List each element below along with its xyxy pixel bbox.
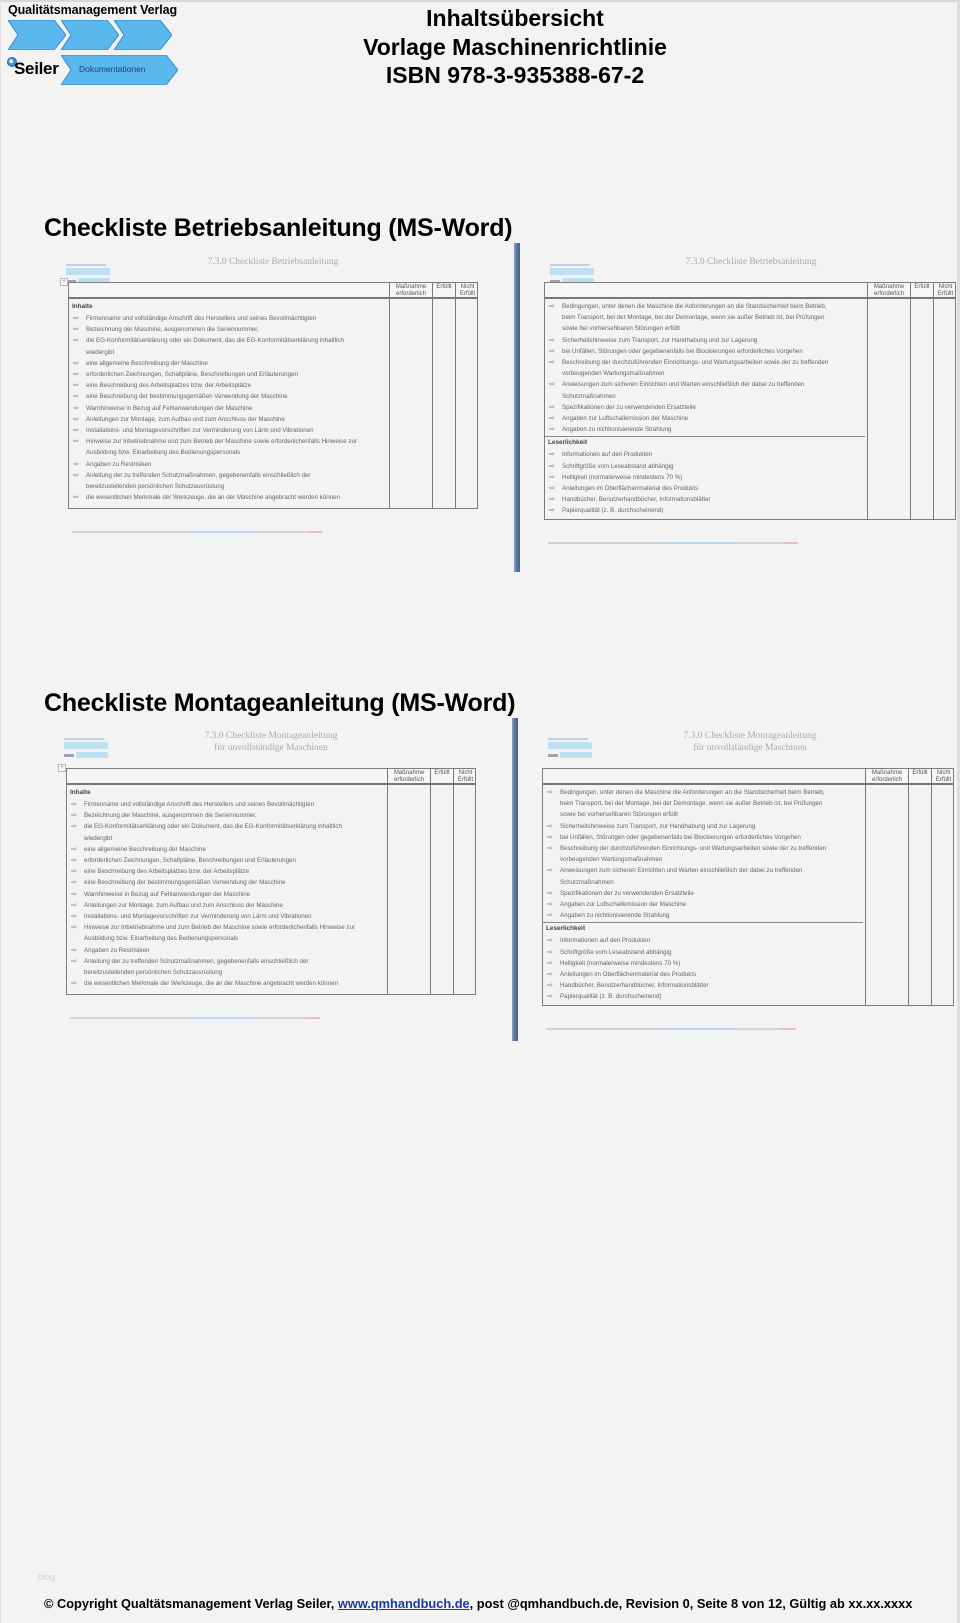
checklist-item[interactable]: [69, 380, 387, 391]
arrow-bullet-icon: ⇨: [73, 315, 79, 322]
thumb-heading: [640, 730, 860, 754]
thumb-copyright-line: [70, 1017, 320, 1019]
checklist-item-text: Spezifikationen der zu verwendenden Ersatzteile: [560, 889, 694, 897]
checklist-item-text: Angaben zu Restrisiken: [86, 460, 152, 468]
checklist-item-text: Angaben zu nichtionisierende Strahlung: [560, 912, 670, 920]
arrow-bullet-icon: ⇨: [547, 833, 553, 841]
table-column-line: [432, 283, 433, 508]
checklist-item-text: Warnhinweise in Bezug auf Fehlanwendungen der Maschine: [84, 890, 251, 898]
checklist-table: [68, 282, 478, 509]
thumb-heading-line: für unvollständige Maschinen: [214, 743, 328, 753]
checklist-item-text: Anleitung der zu treffenden Schutzmaßnahmen, gegebenenfalls einschließlich der: [84, 957, 309, 965]
checklist-item-text: Anleitungen zur Montage, zum Aufbau und zum Anschluss der Maschine: [86, 415, 285, 423]
thumb-copyright-line: [546, 1028, 796, 1030]
checklist-item[interactable]: [69, 470, 387, 492]
table-column-header: Nicht Erfüllt: [457, 770, 474, 783]
table-body: [67, 787, 385, 989]
checklist-item[interactable]: [545, 357, 865, 379]
checklist-item[interactable]: [67, 855, 385, 866]
checklist-item[interactable]: [543, 787, 863, 821]
checklist-item-text: Informationen auf den Produkten: [560, 937, 651, 945]
arrow-bullet-icon: ⇨: [547, 937, 553, 945]
arrow-bullet-icon: ⇨: [549, 347, 555, 355]
checklist-item-text: Sicherheitshinweise zum Transport, zur Handhabung und zur Lagerung: [562, 336, 758, 344]
arrow-bullet-icon: ⇨: [549, 381, 555, 389]
table-column-line: [867, 283, 868, 519]
checklist-item-text: Handbücher, Benutzerhandbücher, Informationsblätter: [562, 496, 711, 504]
arrow-bullet-icon: ⇨: [547, 982, 553, 990]
checklist-item[interactable]: [543, 832, 863, 843]
arrow-bullet-icon: ⇨: [73, 494, 79, 502]
table-column-header: Maßnahme erforderlich: [871, 770, 903, 783]
arrow-bullet-icon: ⇨: [71, 845, 77, 853]
table-body: [543, 787, 863, 1003]
checklist-item-text: bei Unfällen, Störungen oder gegebenenfalls bei Blockierungen erforderliches Vorgehen: [562, 347, 803, 355]
publisher-logo: [6, 3, 176, 85]
checklist-table: [66, 768, 476, 995]
checklist-item[interactable]: [67, 799, 385, 810]
checklist-item[interactable]: [69, 313, 387, 324]
checklist-item-text: Bedingungen, unter denen die Maschine die Anforderungen an die Standsicherheit beim Betrieb,: [562, 303, 827, 310]
checklist-item-text: Anweisungen zum sicheren Einrichten und Warten einschließlich der dabei zu treffenden: [562, 381, 805, 389]
chevron-arrow-icon: [8, 20, 66, 50]
header-isbn: ISBN 978-3-935388-67-2: [385, 62, 645, 88]
table-move-handle-icon[interactable]: +: [61, 278, 67, 285]
arrow-bullet-icon: ⇨: [73, 337, 79, 345]
checklist-item[interactable]: [545, 494, 865, 505]
checklist-item[interactable]: [543, 888, 863, 899]
arrow-bullet-icon: ⇨: [547, 845, 553, 853]
checklist-item-text: beim Transport, bei der Montage, bei der Demontage, wenn sie außer Betrieb ist, bei Prüfungen: [560, 800, 823, 808]
arrow-bullet-icon: ⇨: [71, 879, 77, 887]
checklist-item[interactable]: [69, 324, 387, 335]
checklist-item-text: Beschreibung der durchzuführenden Einrichtungs- und Wartungsarbeiten sowie der zu treffenden: [560, 845, 827, 853]
checklist-item-text: Handbücher, Benutzerhandbücher, Informationsblätter: [560, 982, 709, 990]
checklist-item[interactable]: [67, 844, 385, 855]
logo-brand: Seiler: [14, 59, 59, 78]
checklist-item-text: beim Transport, bei der Montage, bei der Demontage, wenn sie außer Betrieb ist, bei Prüfungen: [562, 314, 825, 322]
checklist-item[interactable]: [67, 821, 385, 843]
table-column-header: Nicht Erfüllt: [935, 770, 952, 783]
checklist-item[interactable]: [69, 403, 387, 414]
checklist-item-text: Schriftgröße vom Leseabstand abhängig: [560, 948, 672, 956]
document-thumbnail[interactable]: [58, 252, 488, 562]
table-column-line: [455, 283, 456, 508]
checklist-item[interactable]: [545, 449, 865, 460]
checklist-item-text: Angaben zu Restrisiken: [84, 946, 150, 954]
arrow-bullet-icon: ⇨: [73, 438, 79, 446]
checklist-item[interactable]: [69, 459, 387, 470]
arrow-bullet-icon: ⇨: [73, 415, 79, 423]
checklist-item[interactable]: [67, 810, 385, 821]
checklist-item-text: sowie bei vorhersehbaren Störungen erfüllt: [560, 811, 678, 819]
copyright-footer: [44, 1596, 912, 1611]
checklist-item[interactable]: [545, 413, 865, 424]
checklist-item[interactable]: [545, 461, 865, 472]
checklist-item-text: Informationen auf den Produkten: [562, 451, 653, 459]
table-column-header: Erfüllt: [434, 770, 450, 776]
checklist-item[interactable]: [543, 899, 863, 910]
checklist-item-text: Papierqualität (z. B. durchscheinend): [562, 507, 664, 515]
checklist-item[interactable]: [69, 414, 387, 425]
checklist-item[interactable]: [545, 379, 865, 401]
table-body: [545, 301, 865, 517]
arrow-bullet-icon: ⇨: [547, 789, 553, 796]
checklist-item-text: Firmenname und vollständige Anschrift des Herstellers und seines Bevollmächtigten: [86, 315, 317, 322]
copyright-details: , post @qmhandbuch.de, Revision 0, Seite 8 von 12, Gültig ab xx.xx.xxxx: [469, 1596, 913, 1611]
arrow-bullet-icon: ⇨: [71, 812, 77, 820]
checklist-item[interactable]: [545, 505, 865, 516]
checklist-table: [542, 768, 954, 1006]
checklist-item[interactable]: [545, 346, 865, 357]
arrow-bullet-icon: ⇨: [547, 971, 553, 979]
header-subtitle: Vorlage Maschinenrichtlinie: [363, 33, 667, 60]
checklist-item-text: Bedingungen, unter denen die Maschine die Anforderungen an die Standsicherheit beim Betrieb,: [560, 789, 825, 796]
logo-chevron-row: [8, 20, 178, 50]
chevron-arrow-icon: [114, 20, 172, 50]
thumb-heading: [156, 730, 386, 754]
checklist-item-text: Angaben zur Luftschallemission der Maschine: [560, 901, 687, 909]
checklist-item[interactable]: [545, 424, 865, 435]
checklist-item[interactable]: [543, 969, 863, 980]
checklist-item[interactable]: [67, 877, 385, 888]
arrow-bullet-icon: ⇨: [547, 822, 553, 830]
table-column-header: Nicht Erfüllt: [459, 284, 476, 297]
checklist-item-text: Anleitung der zu treffenden Schutzmaßnahmen, gegebenenfalls einschließlich der: [86, 471, 311, 479]
checklist-item-text: bereitzustellenden persönlichen Schutzausrüstung: [86, 483, 225, 491]
checklist-item[interactable]: [67, 911, 385, 922]
checklist-item[interactable]: [545, 335, 865, 346]
arrow-bullet-icon: ⇨: [71, 957, 77, 965]
table-column-line: [389, 283, 390, 508]
checklist-item[interactable]: [545, 301, 865, 335]
checklist-item[interactable]: [543, 865, 863, 887]
thumb-copyright-line: [72, 531, 322, 533]
table-body: [69, 301, 387, 503]
checklist-item-text: Papierqualität (z. B. durchscheinend): [560, 993, 662, 1001]
table-column-header: Erfüllt: [914, 284, 930, 290]
table-column-line: [908, 769, 909, 1005]
arrow-bullet-icon: ⇨: [549, 415, 555, 423]
checklist-group-label: Inhalte: [70, 789, 91, 796]
logo-chevron-label: Dokumentationen: [79, 64, 146, 74]
checklist-item[interactable]: [67, 889, 385, 900]
thumb-logo: [64, 738, 110, 762]
website-link[interactable]: www.qmhandbuch.de: [337, 1596, 470, 1611]
checklist-item-text: Sicherheitshinweise zum Transport, zur Handhabung und zur Lagerung: [560, 822, 756, 830]
arrow-bullet-icon: ⇨: [547, 889, 553, 897]
arrow-bullet-icon: ⇨: [549, 426, 555, 434]
checklist-item[interactable]: [67, 945, 385, 956]
checklist-item-text: Anleitungen im Oberflächenmaterial des Produkts: [560, 971, 697, 979]
document-header: [300, 4, 730, 90]
arrow-bullet-icon: ⇨: [71, 924, 77, 932]
arrow-bullet-icon: ⇨: [73, 404, 79, 412]
table-column-header: Erfüllt: [912, 770, 928, 776]
watermark: blog: [38, 1572, 56, 1582]
section-title-betriebsanleitung: Checkliste Betriebsanleitung (MS-Word): [44, 214, 513, 242]
table-column-line: [430, 769, 431, 994]
table-column-line: [933, 283, 934, 519]
arrow-bullet-icon: ⇨: [549, 403, 555, 411]
arrow-bullet-icon: ⇨: [549, 303, 555, 310]
checklist-item[interactable]: [69, 358, 387, 369]
checklist-item[interactable]: [69, 492, 387, 503]
arrow-bullet-icon: ⇨: [549, 359, 555, 367]
arrow-bullet-icon: ⇨: [549, 462, 555, 470]
checklist-item-text: eine allgemeine Beschreibung der Maschine: [86, 359, 208, 367]
checklist-item-text: Anleitungen im Oberflächenmaterial des Produkts: [562, 485, 699, 493]
arrow-bullet-icon: ⇨: [549, 496, 555, 504]
checklist-item[interactable]: [543, 958, 863, 969]
checklist-item-text: bereitzustellenden persönlichen Schutzausrüstung: [84, 969, 223, 977]
table-move-handle-icon[interactable]: +: [59, 764, 65, 771]
arrow-bullet-icon: ⇨: [73, 471, 79, 479]
arrow-bullet-icon: ⇨: [73, 393, 79, 401]
checklist-item-text: Angaben zu nichtionisierende Strahlung: [562, 426, 672, 434]
checklist-item[interactable]: [69, 425, 387, 436]
header-title: Inhaltsübersicht: [426, 5, 604, 31]
checklist-item[interactable]: [69, 369, 387, 380]
arrow-bullet-icon: ⇨: [73, 460, 79, 468]
thumb-heading-line: 7.3.0 Checkliste Montageanleitung: [683, 731, 817, 741]
checklist-item[interactable]: [545, 483, 865, 494]
checklist-item-text: Helligkeit (normalerweise mindestens 70 %): [562, 473, 683, 481]
thumb-heading: [158, 256, 388, 268]
checklist-item[interactable]: [543, 910, 863, 921]
checklist-group-label: Leserlichkeit: [548, 439, 588, 447]
checklist-item-text: Spezifikationen der zu verwendenden Ersatzteile: [562, 403, 696, 411]
checklist-item-text: erforderlichen Zeichnungen, Schaltpläne, Beschreibungen und Erläuterungen: [86, 371, 298, 379]
checklist-group-label: Inhalte: [72, 303, 93, 310]
arrow-bullet-icon: ⇨: [71, 890, 77, 898]
arrow-bullet-icon: ⇨: [73, 427, 79, 435]
checklist-group-label: Leserlichkeit: [546, 925, 586, 933]
logo-title: Qualitätsmanagement Verlag: [8, 3, 177, 17]
arrow-bullet-icon: ⇨: [547, 867, 553, 875]
checklist-item-text: die EG-Konformitätserklärung oder ein Dokument, das die EG-Konformitätserklärung inhaltlich: [86, 337, 344, 345]
arrow-bullet-icon: ⇨: [73, 359, 79, 367]
arrow-bullet-icon: ⇨: [73, 326, 79, 334]
arrow-bullet-icon: ⇨: [71, 868, 77, 876]
checklist-item-text: die EG-Konformitätserklärung oder ein Dokument, das die EG-Konformitätserklärung inhaltlich: [84, 823, 342, 831]
arrow-bullet-icon: ⇨: [547, 901, 553, 909]
checklist-item[interactable]: [67, 956, 385, 978]
arrow-bullet-icon: ⇨: [71, 901, 77, 909]
checklist-item-text: vorbeugenden Wartungsmaßnahmen: [562, 370, 665, 378]
thumb-copyright-line: [548, 542, 798, 544]
table-column-line: [910, 283, 911, 519]
arrow-bullet-icon: ⇨: [547, 959, 553, 967]
checklist-item-text: Installations- und Montagevorschriften zur Verminderung von Lärm und Vibrationen: [84, 913, 312, 921]
checklist-item-text: die wesentlichen Merkmale der Werkzeuge, die an der Maschine angebracht werden können: [86, 494, 341, 502]
checklist-item-text: Anweisungen zum sicheren Einrichten und Warten einschließlich der dabei zu treffenden: [560, 867, 803, 875]
arrow-bullet-icon: ⇨: [71, 823, 77, 831]
checklist-item[interactable]: [545, 402, 865, 413]
checklist-item-text: bei Unfällen, Störungen oder gegebenenfalls bei Blockierungen erforderliches Vorgehen: [560, 833, 801, 841]
page-divider: [512, 718, 518, 1041]
thumb-heading-line: 7.3.0 Checkliste Betriebsanleitung: [685, 257, 817, 267]
arrow-bullet-icon: ⇨: [73, 371, 79, 379]
checklist-item-text: Installations- und Montagevorschriften zur Verminderung von Lärm und Vibrationen: [86, 427, 314, 435]
document-thumbnail[interactable]: [542, 252, 960, 562]
checklist-item-text: Ausbildung bzw. Einarbeitung des Bedienungspersonals: [86, 449, 241, 457]
checklist-item-text: Helligkeit (normalerweise mindestens 70 %): [560, 959, 681, 967]
checklist-item-text: Hinweise zur Inbetriebnahme und zum Betrieb der Maschine sowie erforderlichenfalls Hinweise zur: [86, 438, 358, 446]
thumb-heading-line: für unvollständige Maschinen: [693, 743, 807, 753]
checklist-table: [544, 282, 956, 520]
checklist-item-text: Bezeichnung der Maschine, ausgenommen die Seriennummer,: [84, 812, 257, 820]
table-column-line: [387, 769, 388, 994]
arrow-bullet-icon: ⇨: [547, 993, 553, 1001]
chevron-arrow-icon: [61, 20, 119, 50]
thumb-logo: [548, 738, 594, 762]
checklist-item[interactable]: [67, 866, 385, 877]
thumb-heading: [642, 256, 860, 268]
checklist-item-text: Schutzmaßnahmen: [562, 392, 616, 400]
table-column-header: Erfüllt: [436, 284, 452, 290]
arrow-bullet-icon: ⇨: [547, 912, 553, 920]
checklist-item[interactable]: [67, 922, 385, 944]
checklist-item-text: die wesentlichen Merkmale der Werkzeuge, die an der Maschine angebracht werden können: [84, 980, 339, 988]
checklist-item[interactable]: [543, 843, 863, 865]
checklist-item[interactable]: [67, 900, 385, 911]
arrow-bullet-icon: ⇨: [549, 451, 555, 459]
checklist-item-text: sowie bei vorhersehbaren Störungen erfüllt: [562, 325, 680, 333]
arrow-bullet-icon: ⇨: [71, 913, 77, 921]
checklist-item-text: eine Beschreibung der bestimmungsgemäßen Verwendung der Maschine: [86, 393, 288, 401]
checklist-item-text: Hinweise zur Inbetriebnahme und zum Betrieb der Maschine sowie erforderlichenfalls Hinweise zur: [84, 924, 356, 932]
arrow-bullet-icon: ⇨: [549, 473, 555, 481]
document-thumbnail[interactable]: [540, 726, 960, 1036]
dokumentationen-chevron: [61, 55, 178, 85]
checklist-item[interactable]: [69, 436, 387, 458]
checklist-item-text: wiedergibt: [84, 834, 113, 842]
checklist-item-text: Schriftgröße vom Leseabstand abhängig: [562, 462, 674, 470]
arrow-bullet-icon: ⇨: [71, 980, 77, 988]
arrow-bullet-icon: ⇨: [71, 857, 77, 865]
checklist-item[interactable]: [543, 947, 863, 958]
checklist-item-text: Anleitungen zur Montage, zum Aufbau und zum Anschluss der Maschine: [84, 901, 283, 909]
table-column-line: [865, 769, 866, 1005]
table-column-line: [453, 769, 454, 994]
table-column-header: Nicht Erfüllt: [937, 284, 954, 297]
checklist-item[interactable]: [69, 391, 387, 402]
checklist-item[interactable]: [69, 335, 387, 357]
checklist-item[interactable]: [543, 991, 863, 1002]
page-divider: [514, 243, 520, 572]
checklist-item-text: eine Beschreibung des Arbeitsplatzes bzw. der Arbeitsplätze: [86, 382, 252, 390]
arrow-bullet-icon: ⇨: [73, 382, 79, 390]
copyright-text: © Copyright Qualtätsmanagement Verlag Seiler,: [44, 1596, 338, 1611]
checklist-item-text: Beschreibung der durchzuführenden Einrichtungs- und Wartungsarbeiten sowie der zu treffenden: [562, 359, 829, 367]
checklist-item-text: wiedergibt: [86, 348, 115, 356]
checklist-item-text: Ausbildung bzw. Einarbeitung des Bedienungspersonals: [84, 935, 239, 943]
arrow-bullet-icon: ⇨: [71, 801, 77, 808]
table-column-header: Maßnahme erforderlich: [395, 284, 427, 297]
thumb-heading-line: 7.3.0 Checkliste Montageanleitung: [204, 731, 338, 741]
table-column-header: Maßnahme erforderlich: [393, 770, 425, 783]
arrow-bullet-icon: ⇨: [549, 485, 555, 493]
checklist-item-text: Schutzmaßnahmen: [560, 878, 614, 886]
checklist-item[interactable]: [545, 472, 865, 483]
arrow-bullet-icon: ⇨: [549, 507, 555, 515]
checklist-item-text: Firmenname und vollständige Anschrift des Herstellers und seines Bevollmächtigten: [84, 801, 315, 808]
checklist-item-text: Warnhinweise in Bezug auf Fehlanwendungen der Maschine: [86, 404, 253, 412]
checklist-item[interactable]: [543, 935, 863, 946]
thumb-heading-line: 7.3.0 Checkliste Betriebsanleitung: [207, 257, 339, 267]
logo-seiler-row: [6, 55, 178, 87]
checklist-item-text: vorbeugenden Wartungsmaßnahmen: [560, 856, 663, 864]
checklist-item-text: eine allgemeine Beschreibung der Maschine: [84, 845, 206, 853]
arrow-bullet-icon: ⇨: [71, 946, 77, 954]
arrow-bullet-icon: ⇨: [547, 948, 553, 956]
checklist-item-text: erforderlichen Zeichnungen, Schaltpläne, Beschreibungen und Erläuterungen: [84, 857, 296, 865]
checklist-item-text: eine Beschreibung der bestimmungsgemäßen Verwendung der Maschine: [84, 879, 286, 887]
checklist-item[interactable]: [543, 821, 863, 832]
checklist-item-text: eine Beschreibung des Arbeitsplatzes bzw. der Arbeitsplätze: [84, 868, 250, 876]
section-title-montageanleitung: Checkliste Montageanleitung (MS-Word): [44, 689, 516, 717]
checklist-item[interactable]: [67, 978, 385, 989]
checklist-item-text: Bezeichnung der Maschine, ausgenommen die Seriennummer,: [86, 326, 259, 334]
checklist-item[interactable]: [543, 980, 863, 991]
document-thumbnail[interactable]: [56, 726, 486, 1036]
table-column-line: [931, 769, 932, 1005]
arrow-bullet-icon: ⇨: [549, 336, 555, 344]
checklist-item-text: Angaben zur Luftschallemission der Maschine: [562, 415, 689, 423]
table-column-header: Maßnahme erforderlich: [873, 284, 905, 297]
